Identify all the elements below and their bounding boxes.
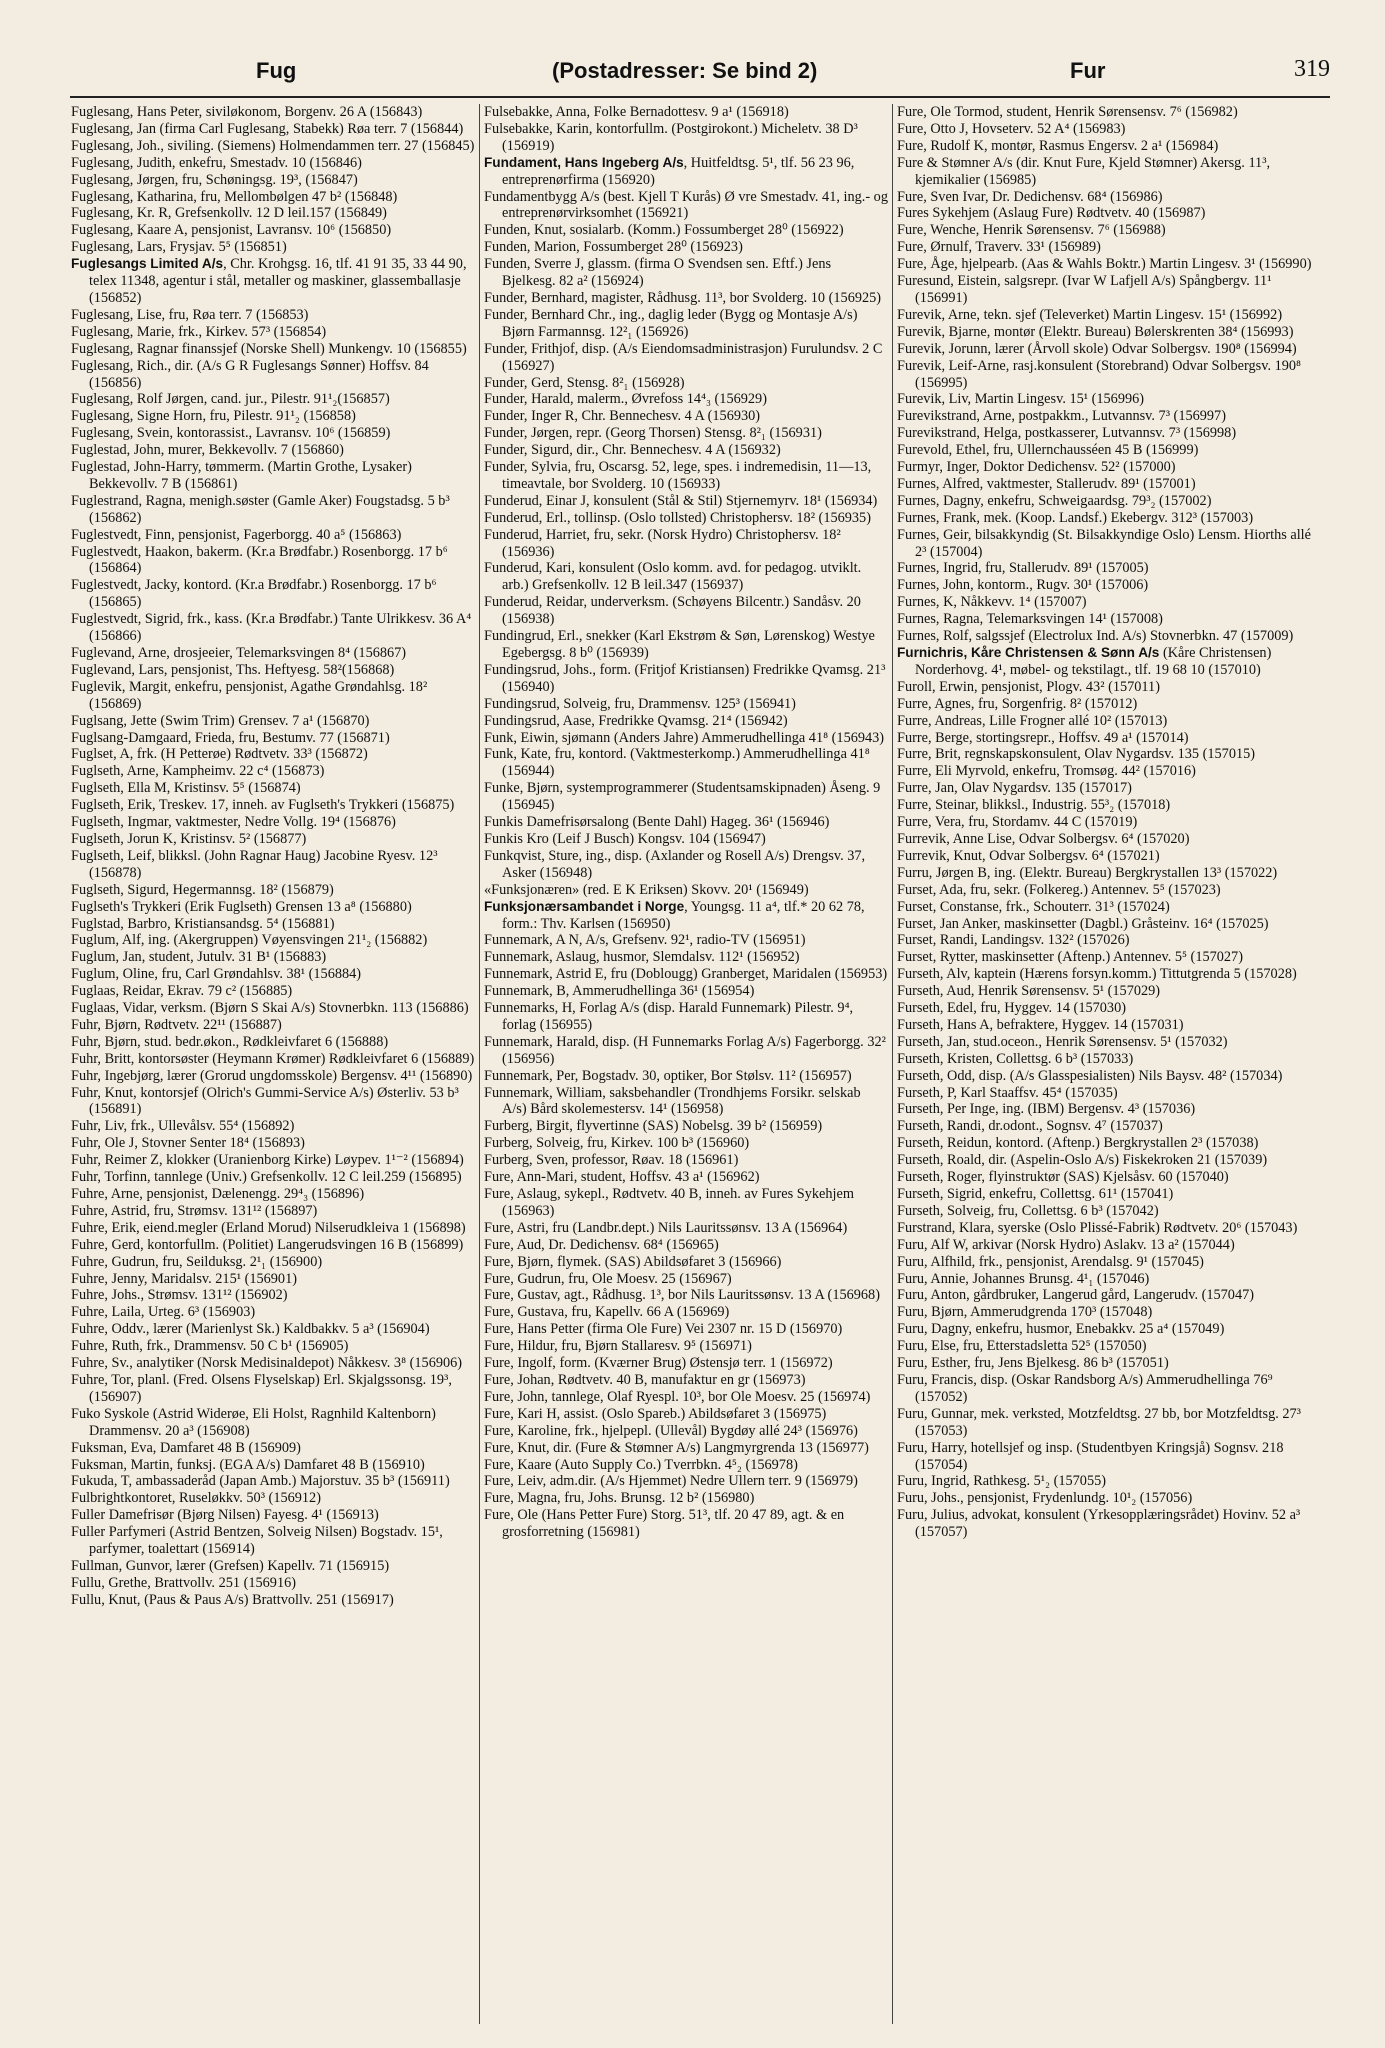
directory-entry: Fuglesang, Lise, fru, Røa terr. 7 (156853) [71,306,309,323]
directory-entry: Fuglevand, Lars, pensjonist, Ths. Heftyesg. 58²(156868) [71,661,395,678]
directory-entry: Fuglaas, Reidar, Ekrav. 79 c² (156885) [71,983,293,1000]
column-divider [479,104,480,2024]
directory-entry: Furnes, Alfred, vaktmester, Stallerudv. 89¹ (157001) [897,475,1196,492]
directory-entry: Furu, Julius, advokat, konsulent (Yrkesopplæringsrådet) Hovinv. 52 a³ (157057) [897,1507,1301,1541]
directory-entry: Fure, Ole (Hans Petter Fure) Storg. 51³, tlf. 20 47 89, agt. & en grosforretning (156981) [484,1507,845,1541]
directory-entry: Fures Sykehjem (Aslaug Fure) Rødtvetv. 40 (156987) [897,205,1206,222]
directory-entry: Funnemark, William, saksbehandler (Trondhjems Forsikr. selskab A/s) Bård skolemestersv. 14¹ (156958) [484,1084,861,1118]
directory-entry: Fuglseth, Ingmar, vaktmester, Nedre Vollg. 19⁴ (156876) [71,814,396,831]
directory-entry: Furre, Jan, Olav Nygardsv. 135 (157017) [897,780,1132,797]
directory-entry: Furseth, Edel, fru, Hyggev. 14 (157030) [897,1000,1126,1017]
directory-entry: Fuglesang, Kr. R, Grefsenkollv. 12 D leil.157 (156849) [71,205,387,222]
directory-entry: Furre, Vera, fru, Stordamv. 44 C (157019) [897,814,1138,831]
directory-entry: Fuglum, Oline, fru, Carl Grøndahlsv. 38¹ (156884) [71,966,362,983]
directory-entry: Fure, Knut, dir. (Fure & Stømner A/s) Langmyrgrenda 13 (156977) [484,1439,869,1456]
directory-entry: Furseth, Alv, kaptein (Hærens forsyn.komm.) Tittutgrenda 5 (157028) [897,966,1297,983]
directory-entry: Fuhr, Ingebjørg, lærer (Grorud ungdomsskole) Bergensv. 4¹¹ (156890) [71,1067,473,1084]
directory-entry: Fure, Johan, Rødtvetv. 40 B, manufaktur en gr (156973) [484,1371,806,1388]
directory-entry: Furevikstrand, Arne, postpakkm., Lutvannsv. 7³ (156997) [897,408,1226,425]
entry-company-name: Furnichris, Kåre Christensen & Sønn A/s [897,645,1160,660]
directory-entry: Fuglevand, Arne, drosjeeier, Telemarksvingen 8⁴ (156867) [71,645,407,661]
directory-entry: Fuhre, Erik, eiend.megler (Erland Morud) Nilserudkleiva 1 (156898) [71,1219,466,1236]
directory-entry: Fullu, Knut, (Paus & Paus A/s) Brattvollv. 251 (156917) [71,1591,394,1608]
directory-entry: Fuhre, Laila, Urteg. 6³ (156903) [71,1304,256,1321]
directory-entry: Fundingsrud, Aase, Fredrikke Qvamsg. 21⁴ (156942) [484,712,788,729]
directory-entry: Funder, Inger R, Chr. Bennechesv. 4 A (156930) [484,408,761,425]
directory-entry: Fuhr, Torfinn, tannlege (Univ.) Grefsenkollv. 12 C leil.259 (156895) [71,1169,462,1186]
directory-entry: Furset, Constanse, frk., Schouterr. 31³ (157024) [897,898,1170,915]
directory-entry: Furnes, Geir, bilsakkyndig (St. Bilsakkyndige Oslo) Lensm. Hiorths allé 2³ (157004) [897,526,1311,560]
directory-entry: Furu, Gunnar, mek. verksted, Motzfeldtsg. 27 bb, bor Motzfeldtsg. 27³ (157053) [897,1405,1301,1439]
directory-entry: Furnes, John, kontorm., Rugv. 30¹ (157006) [897,577,1149,594]
directory-entry: Fuhre, Gerd, kontorfullm. (Politiet) Langerudsvingen 16 B (156899) [71,1236,464,1253]
directory-entry: Fuglestad, John-Harry, tømmerm. (Martin Grothe, Lysaker) Bekkevollv. 7 B (156861) [71,459,412,492]
directory-entry: Furre, Brit, regnskapskonsulent, Olav Nygardsv. 135 (157015) [897,746,1256,763]
directory-entry: Funnemark, A N, A/s, Grefsenv. 92¹, radio-TV (156951) [484,932,806,949]
directory-entry: Fuglset, A, frk. (H Petterøe) Rødtvetv. 33³ (156872) [71,746,368,763]
directory-entry: Fure, Wenche, Henrik Sørensensv. 7⁶ (156988) [897,222,1166,239]
page-header [70,52,1330,92]
directory-entry: Funder, Sigurd, dir., Chr. Bennechesv. 4 A (156932) [484,442,781,459]
directory-entry: Fuhr, Knut, kontorsjef (Olrich's Gummi-Service A/s) Østerliv. 53 b³ (156891) [71,1084,459,1118]
directory-entry: Furnes, Frank, mek. (Koop. Landsf.) Ekebergv. 312³ (157003) [897,509,1254,526]
directory-entry: Funderud, Einar J, konsulent (Stål & Stil) Stjernemyrv. 18¹ (156934) [484,492,878,509]
directory-entry: Fuglesang, Jørgen, fru, Schøningsg. 19³, (156847) [71,171,358,188]
directory-entry: Fuglestrand, Ragna, menigh.søster (Gamle Aker) Fougstadsg. 5 b³ (156862) [71,492,450,526]
directory-entry: Funkqvist, Sture, ing., disp. (Axlander og Rosell A/s) Drengsv. 37, Asker (156948) [484,847,866,881]
directory-entry: Furnes, Dagny, enkefru, Schweigaardsg. 79³₂ (157002) [897,492,1212,509]
page-number: 319 [1294,56,1330,82]
directory-entry: Fure, Ole Tormod, student, Henrik Sørensensv. 7⁶ (156982) [897,104,1238,120]
directory-entry: Fure, John, tannlege, Olaf Ryespl. 10³, bor Ole Moesv. 25 (156974) [484,1388,871,1405]
directory-entry: Fuhre, Jenny, Maridalsv. 215¹ (156901) [71,1270,297,1287]
directory-entry: Fure, Ingolf, form. (Kværner Brug) Østensjø terr. 1 (156972) [484,1355,833,1372]
directory-entry: Fullman, Gunvor, lærer (Grefsen) Kapellv. 71 (156915) [71,1557,390,1574]
directory-entry: Fuglum, Jan, student, Jutulv. 31 B¹ (156883) [71,949,327,966]
directory-entry: Furseth, Roger, flyinstruktør (SAS) Kjelsåsv. 60 (157040) [897,1169,1229,1186]
directory-entry: Fuglseth's Trykkeri (Erik Fuglseth) Grensen 13 a⁸ (156880) [71,898,412,915]
directory-entry: Fuhre, Arne, pensjonist, Dælenengg. 29⁴₃ (156896) [71,1186,365,1202]
directory-entry: Fuglaas, Vidar, verksm. (Bjørn S Skai A/s) Stovnerbkn. 113 (156886) [71,1000,469,1017]
directory-entry: Funksjonærsambandet i Norge, Youngsg. 11 a⁴, tlf.* 20 62 78, form.: Thv. Karlsen (156950) [484,898,865,932]
directory-entry: Furnes, Rolf, salgssjef (Electrolux Ind. A/s) Stovnerbkn. 47 (157009) [897,628,1294,645]
entry-company-name: Funksjonærsambandet i Norge [484,898,685,914]
directory-entry: Fuhre, Johs., Strømsv. 131¹² (156902) [71,1287,288,1304]
directory-entry: Fuhre, Tor, planl. (Fred. Olsens Flyselskap) Erl. Skjalgssonsg. 19³, (156907) [71,1371,452,1405]
directory-entry: Fuko Syskole (Astrid Widerøe, Eli Holst, Ragnhild Kaltenborn) Drammensv. 20 a³ (156908) [71,1405,436,1439]
directory-entry: Furu, Esther, fru, Jens Bjelkesg. 86 b³ (157051) [897,1355,1169,1372]
directory-entry: Furevold, Ethel, fru, Ullernchausséen 45 B (156999) [897,442,1199,459]
directory-entry: Furseth, Randi, dr.odont., Sognsv. 4⁷ (157037) [897,1118,1163,1135]
directory-entry: Funnemark, Aslaug, husmor, Slemdalsv. 112¹ (156952) [484,949,800,966]
directory-entry: Funnemark, Harald, disp. (H Funnemarks Forlag A/s) Fagerborgg. 32² (156956) [484,1033,886,1067]
directory-entry: Furseth, Reidun, kontord. (Aftenp.) Bergkrystallen 2³ (157038) [897,1135,1259,1152]
directory-entry: Fuhr, Bjørn, stud. bedr.økon., Rødkleivfaret 6 (156888) [71,1033,389,1050]
directory-entry: Fure, Hans Petter (firma Ole Fure) Vei 2307 nr. 15 D (156970) [484,1321,843,1338]
directory-entry: Furu, Else, fru, Etterstadsletta 52⁵ (157050) [897,1338,1147,1355]
directory-entry: Fuglesang, Rich., dir. (A/s G R Fuglesangs Sønner) Hoffsv. 84 (156856) [71,357,429,391]
directory-entry: Furre, Eli Myrvold, enkefru, Tromsøg. 44² (157016) [897,763,1196,780]
directory-entry: Furoll, Erwin, pensjonist, Plogv. 43² (157011) [897,678,1160,695]
directory-entry: Furmyr, Inger, Doktor Dedichensv. 52² (157000) [897,459,1176,476]
directory-entry: Funden, Knut, sosialarb. (Komm.) Fossumberget 28⁰ (156922) [484,222,844,239]
directory-entry: Furu, Bjørn, Ammerudgrenda 170³ (157048) [897,1304,1153,1321]
directory-entry: Fuglesangs Limited A/s, Chr. Krohgsg. 16, tlf. 41 91 35, 33 44 90, telex 11348, agentur i stål, metaller og maskiner, glassemballasje (156852) [71,256,467,306]
directory-entry: Fuglestvedt, Haakon, bakerm. (Kr.a Brødfabr.) Rosenborgg. 17 b⁶ (156864) [71,543,448,577]
directory-entry: Furevik, Arne, tekn. sjef (Televerket) Martin Lingesv. 15¹ (156992) [897,306,1283,323]
directory-entry: Fuglseth, Ella M, Kristinsv. 5⁵ (156874) [71,780,301,797]
directory-entry: Furre, Andreas, Lille Frogner allé 10² (157013) [897,712,1168,729]
directory-entry: Fuhr, Britt, kontorsøster (Heymann Krømer) Rødkleivfaret 6 (156889) [71,1050,475,1067]
directory-entry: Fuglestvedt, Jacky, kontord. (Kr.a Brødfabr.) Rosenborgg. 17 b⁶ (156865) [71,577,437,611]
directory-entry: Furseth, Kristen, Collettsg. 6 b³ (157033) [897,1050,1134,1067]
directory-entry: Funnemark, Per, Bogstadv. 30, optiker, Bor Stølsv. 11² (156957) [484,1067,852,1084]
directory-entry: Funder, Harald, malerm., Øvrefoss 14⁴₃ (156929) [484,391,767,408]
directory-entry: Fuglestvedt, Finn, pensjonist, Fagerborgg. 40 a⁵ (156863) [71,526,402,543]
directory-entry: Funder, Jørgen, repr. (Georg Thorsen) Stensg. 8²₁ (156931) [484,425,822,442]
directory-entry: Fuglesang, Katharina, fru, Mellombølgen 47 b² (156848) [71,188,398,205]
directory-entry: Fuhre, Oddv., lærer (Marienlyst Sk.) Kaldbakkv. 5 a³ (156904) [71,1321,430,1338]
directory-entry: Fuglesang, Svein, kontorassist., Lavransv. 10⁶ (156859) [71,425,391,442]
directory-entry: Furu, Ingrid, Rathkesg. 5¹₂ (157055) [897,1473,1107,1490]
directory-entry: Fure, Aslaug, sykepl., Rødtvetv. 40 B, inneh. av Fures Sykehjem (156963) [484,1186,854,1219]
directory-entry: Fuglesang, Ragnar finanssjef (Norske Shell) Munkengv. 10 (156855) [71,340,467,357]
directory-entry: Furstrand, Klara, syerske (Oslo Plissé-Fabrik) Rødtvetv. 20⁶ (157043) [897,1219,1298,1236]
directory-entry: Fuglsang, Jette (Swim Trim) Grensev. 7 a¹ (156870) [71,712,370,729]
entry-company-name: Fuglesangs Limited A/s [71,256,224,272]
directory-entry: Furberg, Birgit, flyvertinne (SAS) Nobelsg. 39 b² (156959) [484,1118,823,1135]
directory-entry: Fure, Magna, fru, Johs. Brunsg. 12 b² (156980) [484,1490,755,1507]
directory-entry: Funnemark, B, Ammerudhellinga 36¹ (156954) [484,983,755,1000]
directory-entry: Fure, Kari H, assist. (Oslo Spareb.) Abildsøfaret 3 (156975) [484,1405,827,1422]
directory-entry: Furrevik, Anne Lise, Odvar Solbergsv. 6⁴ (157020) [897,830,1190,847]
directory-entry: Funk, Eiwin, sjømann (Anders Jahre) Ammerudhellinga 41⁸ (156943) [484,729,885,746]
directory-entry: Fuksman, Eva, Damfaret 48 B (156909) [71,1439,301,1456]
directory-entry: Fullu, Grethe, Brattvollv. 251 (156916) [71,1574,297,1591]
directory-entry: Fure, Ann-Mari, student, Hoffsv. 43 a¹ (156962) [484,1169,760,1186]
directory-entry: Furu, Anton, gårdbruker, Langerud gård, Langerudv. (157047) [897,1287,1255,1304]
directory-entry: Fuglesang, Rolf Jørgen, cand. jur., Pilestr. 91¹₂(156857) [71,391,390,408]
directory-entry: Furberg, Solveig, fru, Kirkev. 100 b³ (156960) [484,1135,750,1152]
directory-entry: Furrevik, Knut, Odvar Solbergsv. 6⁴ (157021) [897,847,1160,864]
directory-entry: Funder, Bernhard Chr., ing., daglig leder (Bygg og Montasje A/s) Bjørn Farmannsg. 12²₁ (156926) [484,306,858,340]
directory-entry: Furset, Ada, fru, sekr. (Folkereg.) Antennev. 5⁵ (157023) [897,881,1221,898]
directory-entry: Fure, Rudolf K, montør, Rasmus Engersv. 2 a¹ (156984) [897,137,1219,154]
directory-entry: Funder, Sylvia, fru, Oscarsg. 52, lege, spes. i indremedisin, 11—13, timeavtale, bor Svolderg. 10 (156933) [484,459,872,492]
directory-entry: Fuglseth, Leif, blikksl. (John Ragnar Haug) Jacobine Ryesv. 12³ (156878) [71,847,438,881]
directory-entry: Funnemarks, H, Forlag A/s (disp. Harald Funnemark) Pilestr. 9⁴, forlag (156955) [484,1000,854,1033]
directory-entry: Furru, Jørgen B, ing. (Elektr. Bureau) Bergkrystallen 13³ (157022) [897,864,1278,881]
directory-entry: Fuglesang, Lars, Frysjav. 5⁵ (156851) [71,239,287,256]
directory-entry: Fuhr, Bjørn, Rødtvetv. 22¹¹ (156887) [71,1016,282,1033]
directory-entry: Furseth, Per Inge, ing. (IBM) Bergensv. 4³ (157036) [897,1101,1196,1118]
directory-entry: Fure, Otto J, Hovseterv. 52 A⁴ (156983) [897,120,1126,137]
directory-entry: Furseth, Odd, disp. (A/s Glasspesialisten) Nils Baysv. 48² (157034) [897,1067,1283,1084]
directory-entry: Fuller Parfymeri (Astrid Bentzen, Solveig Nilsen) Bogstadv. 15¹, parfymer, toalettart (156914) [71,1524,443,1558]
directory-entry: Fundamentbygg A/s (best. Kjell T Kurås) Ø vre Smestadv. 41, ing.- og entreprenørvirksomhet (156921) [484,188,888,222]
directory-entry: Fuglseth, Jorun K, Kristinsv. 5² (156877) [71,830,307,847]
directory-entry: Fukuda, T, ambassaderåd (Japan Amb.) Majorstuv. 35 b³ (156911) [71,1473,450,1490]
directory-entry: Fuhr, Liv, frk., Ullevålsv. 55⁴ (156892) [71,1118,295,1135]
directory-entry: Furu, Alfhild, frk., pensjonist, Arendalsg. 9¹ (157045) [897,1253,1204,1270]
directory-entry: Fure, Åge, hjelpearb. (Aas & Wahls Boktr.) Martin Lingesv. 3¹ (156990) [897,256,1312,273]
directory-entry: Furseth, Jan, stud.oceon., Henrik Sørensensv. 5¹ (157032) [897,1033,1228,1050]
directory-entry: Fuhre, Astrid, fru, Strømsv. 131¹² (156897) [71,1202,318,1219]
directory-entry: Fure, Astri, fru (Landbr.dept.) Nils Lauritssønsv. 13 A (156964) [484,1219,848,1236]
directory-entry: Fuglseth, Sigurd, Hegermannsg. 18² (156879) [71,881,334,898]
directory-column-3 [897,104,1322,2024]
directory-entry: Furesund, Eistein, salgsrepr. (Ivar W Lafjell A/s) Spångbergv. 11¹ (156991) [897,273,1272,306]
directory-entry: Fundingsrud, Solveig, fru, Drammensv. 125³ (156941) [484,695,796,712]
directory-entry: Fure, Bjørn, flymek. (SAS) Abildsøfaret 3 (156966) [484,1253,782,1270]
directory-entry: Furevik, Liv, Martin Lingesv. 15¹ (156996) [897,391,1145,408]
directory-entry: Fure, Aud, Dr. Dedichensv. 68⁴ (156965) [484,1236,719,1253]
directory-entry: Fure, Leiv, adm.dir. (A/s Hjemmet) Nedre Ullern terr. 9 (156979) [484,1473,858,1490]
directory-entry: Fuglesang, Marie, frk., Kirkev. 57³ (156854) [71,323,327,340]
directory-entry: Furseth, Sigrid, enkefru, Collettsg. 61¹ (157041) [897,1186,1174,1202]
directory-entry: Funkis Kro (Leif J Busch) Kongsv. 104 (156947) [484,830,766,847]
directory-entry: Furseth, Hans A, befraktere, Hyggev. 14 (157031) [897,1016,1184,1033]
directory-entry: Fuglseth, Arne, Kampheimv. 22 c⁴ (156873) [71,763,325,780]
directory-entry: Fuglesang, Hans Peter, siviløkonom, Borgenv. 26 A (156843) [71,104,423,120]
directory-entry: Funder, Gerd, Stensg. 8²₁ (156928) [484,374,685,391]
directory-entry: Furre, Berge, stortingsrepr., Hoffsv. 49 a¹ (157014) [897,729,1189,746]
directory-entry: Fulsebakke, Anna, Folke Bernadottesv. 9 a¹ (156918) [484,104,789,120]
directory-entry: Funderud, Kari, konsulent (Oslo komm. avd. for pedagog. utviklt. arb.) Grefsenkollv. 12 B leil.347 (156937) [484,560,862,594]
directory-entry: Funden, Sverre J, glassm. (firma O Svendsen sen. Eftf.) Jens Bjelkesg. 82 a² (156924) [484,256,832,290]
directory-entry: Funderud, Reidar, underverksm. (Schøyens Bilcentr.) Sandåsv. 20 (156938) [484,594,861,628]
directory-entry: Funder, Bernhard, magister, Rådhusg. 11³, bor Svolderg. 10 (156925) [484,289,882,306]
directory-entry: Funderud, Erl., tollinsp. (Oslo tollsted) Christophersv. 18² (156935) [484,509,871,526]
directory-entry: Fuhr, Reimer Z, klokker (Uranienborg Kirke) Løypev. 1¹⁻² (156894) [71,1152,464,1169]
directory-entry: «Funksjonæren» (red. E K Eriksen) Skovv. 20¹ (156949) [484,881,809,898]
directory-entry: Furre, Agnes, fru, Sorgenfrig. 8² (157012) [897,695,1138,712]
directory-entry: Furnes, Ragna, Telemarksvingen 14¹ (157008) [897,611,1163,628]
directory-entry: Furre, Steinar, blikksl., Industrig. 55³₂ (157018) [897,797,1171,814]
directory-entry: Furset, Randi, Landingsv. 132² (157026) [897,932,1130,949]
directory-entry: Furseth, Aud, Henrik Sørensensv. 5¹ (157029) [897,983,1161,1000]
directory-entry: Fure, Sven Ivar, Dr. Dedichensv. 68⁴ (156986) [897,188,1163,205]
directory-entry: Furberg, Sven, professor, Røav. 18 (156961) [484,1152,739,1169]
directory-entry: Furevik, Leif-Arne, rasj.konsulent (Storebrand) Odvar Solbergsv. 190⁸ (156995) [897,357,1302,391]
directory-entry: Fundingsrud, Johs., form. (Fritjof Kristiansen) Fredrikke Qvamsg. 21³ (156940) [484,661,886,695]
directory-entry: Fuhre, Ruth, frk., Drammensv. 50 C b¹ (156905) [71,1338,349,1355]
directory-entry: Furu, Alf W, arkivar (Norsk Hydro) Aslakv. 13 a² (157044) [897,1236,1235,1253]
header-last-word: Fur [1070,58,1106,83]
directory-entry: Fulbrightkontoret, Ruseløkkv. 50³ (156912) [71,1490,321,1507]
directory-entry: Fuglevik, Margit, enkefru, pensjonist, Agathe Grøndahlsg. 18² (156869) [71,678,428,712]
directory-entry: Fuglesang, Judith, enkefru, Smestadv. 10 (156846) [71,154,362,171]
directory-entry: Furu, Johs., pensjonist, Frydenlundg. 10¹₂ (157056) [897,1490,1193,1507]
directory-entry: Fuglestvedt, Sigrid, frk., kass. (Kr.a Brødfabr.) Tante Ulrikkesv. 36 A⁴ (156866) [71,611,472,645]
directory-entry: Furevik, Jorunn, lærer (Årvoll skole) Odvar Solbergsv. 190⁸ (156994) [897,340,1297,357]
directory-entry: Funnemark, Astrid E, fru (Doblougg) Granberget, Maridalen (156953) [484,966,888,983]
directory-entry: Fuglestad, John, murer, Bekkevollv. 7 (156860) [71,442,344,459]
directory-entry: Furset, Rytter, maskinsetter (Aftenp.) Antennev. 5⁵ (157027) [897,949,1243,966]
directory-entry: Funder, Frithjof, disp. (A/s Eiendomsadministrasjon) Furulundsv. 2 C (156927) [484,340,883,374]
directory-entry: Funke, Bjørn, systemprogrammerer (Studentsamskipnaden) Åseng. 9 (156945) [484,780,881,814]
directory-entry: Fuglesang, Joh., siviling. (Siemens) Holmendammen terr. 27 (156845) [71,137,475,154]
directory-entry: Furevik, Bjarne, montør (Elektr. Bureau) Bølerskrenten 38⁴ (156993) [897,323,1294,340]
directory-entry: Fure, Ørnulf, Traverv. 33¹ (156989) [897,239,1101,256]
column-divider [892,104,893,2024]
directory-entry: Furu, Annie, Johannes Brunsg. 4¹₁ (157046) [897,1270,1150,1287]
directory-entry: Furset, Jan Anker, maskinsetter (Dagbl.) Gråsteinv. 16⁴ (157025) [897,915,1269,932]
directory-entry: Funderud, Harriet, fru, sekr. (Norsk Hydro) Christophersv. 18² (156936) [484,526,841,560]
directory-entry: Fuhr, Ole J, Stovner Senter 18⁴ (156893) [71,1135,305,1152]
directory-entry: Fuglum, Alf, ing. (Akergruppen) Vøyensvingen 21¹₂ (156882) [71,932,428,949]
directory-entry: Furseth, Roald, dir. (Aspelin-Oslo A/s) Fiskekroken 21 (157039) [897,1152,1268,1169]
directory-entry: Fure & Stømner A/s (dir. Knut Fure, Kjeld Stømner) Akersg. 11³, kjemikalier (156985) [897,154,1271,188]
directory-entry: Fulsebakke, Karin, kontorfullm. (Postgirokont.) Micheletv. 38 D³ (156919) [484,120,858,154]
directory-entry: Fure, Kaare (Auto Supply Co.) Tverrbkn. 4⁵₂ (156978) [484,1456,798,1473]
directory-entry: Furseth, Solveig, fru, Collettsg. 6 b³ (157042) [897,1202,1159,1219]
directory-entry: Fuglsang-Damgaard, Frieda, fru, Bestumv. 77 (156871) [71,729,390,746]
header-rule [70,96,1330,98]
directory-entry: Fuksman, Martin, funksj. (EGA A/s) Damfaret 48 B (156910) [71,1456,425,1473]
directory-entry: Funden, Marion, Fossumberget 28⁰ (156923) [484,239,743,256]
directory-entry: Furnes, K, Nåkkevv. 1⁴ (157007) [897,594,1087,611]
directory-entry: Furu, Harry, hotellsjef og insp. (Studentbyen Kringsjå) Sognsv. 218 (157054) [897,1439,1284,1473]
directory-entry: Fuhre, Sv., analytiker (Norsk Medisinaldepot) Nåkkesv. 3⁸ (156906) [71,1355,463,1372]
directory-entry: Fuglstad, Barbro, Kristiansandsg. 5⁴ (156881) [71,915,335,932]
directory-entry: Fundament, Hans Ingeberg A/s, Huitfeldtsg. 5¹, tlf. 56 23 96, entreprenørfirma (156920) [484,154,855,188]
directory-entry: Furseth, P, Karl Staaffsv. 45⁴ (157035) [897,1084,1118,1101]
directory-column-2 [484,104,888,2024]
directory-entry: Fure, Karoline, frk., hjelpepl. (Ullevål) Bygdøy allé 24³ (156976) [484,1422,858,1439]
directory-entry: Fure, Gustav, agt., Rådhusg. 1³, bor Nils Lauritssønsv. 13 A (156968) [484,1287,880,1304]
entry-company-name: Fundament, Hans Ingeberg A/s [484,154,684,170]
header-first-word: Fug [256,58,297,83]
directory-entry: Furu, Dagny, enkefru, husmor, Enebakkv. 25 a⁴ (157049) [897,1321,1225,1338]
directory-entry: Fundingrud, Erl., snekker (Karl Ekstrøm & Søn, Lørenskog) Westye Egebergsg. 8 b⁰ (156939) [484,628,875,661]
directory-column-1 [71,104,475,2024]
directory-entry: Furevikstrand, Helga, postkasserer, Lutvannsv. 7³ (156998) [897,425,1237,442]
directory-entry: Fuller Damefrisør (Bjørg Nilsen) Fayesg. 4¹ (156913) [71,1507,379,1524]
header-note: (Postadresser: Se bind 2) [552,58,818,83]
directory-entry: Fuhre, Gudrun, fru, Seilduksg. 2¹₁ (156900) [71,1253,323,1270]
directory-entry: Furnichris, Kåre Christensen & Sønn A/s (Kåre Christensen) Norderhovg. 4¹, møbel- og tekstilagt., tlf. 19 68 10 (157010) [897,645,1272,678]
directory-entry: Furu, Francis, disp. (Oskar Randsborg A/s) Ammerudhellinga 76⁹ (157052) [897,1371,1273,1405]
directory-entry: Fuglesang, Jan (firma Carl Fuglesang, Stabekk) Røa terr. 7 (156844) [71,120,464,137]
directory-entry: Fure, Gudrun, fru, Ole Moesv. 25 (156967) [484,1270,732,1287]
directory-entry: Fuglseth, Erik, Treskev. 17, inneh. av Fuglseth's Trykkeri (156875) [71,797,455,814]
directory-entry: Furnes, Ingrid, fru, Stallerudv. 89¹ (157005) [897,560,1149,577]
directory-entry: Fure, Hildur, fru, Bjørn Stallaresv. 9⁵ (156971) [484,1338,752,1355]
directory-entry: Fure, Gustava, fru, Kapellv. 66 A (156969) [484,1304,730,1321]
directory-entry: Fuglesang, Signe Horn, fru, Pilestr. 91¹₂ (156858) [71,408,356,425]
directory-entry: Funkis Damefrisørsalong (Bente Dahl) Hageg. 36¹ (156946) [484,814,830,831]
directory-entry: Funk, Kate, fru, kontord. (Vaktmesterkomp.) Ammerudhellinga 41⁸ (156944) [484,746,870,780]
directory-entry: Fuglesang, Kaare A, pensjonist, Lavransv. 10⁶ (156850) [71,222,392,239]
